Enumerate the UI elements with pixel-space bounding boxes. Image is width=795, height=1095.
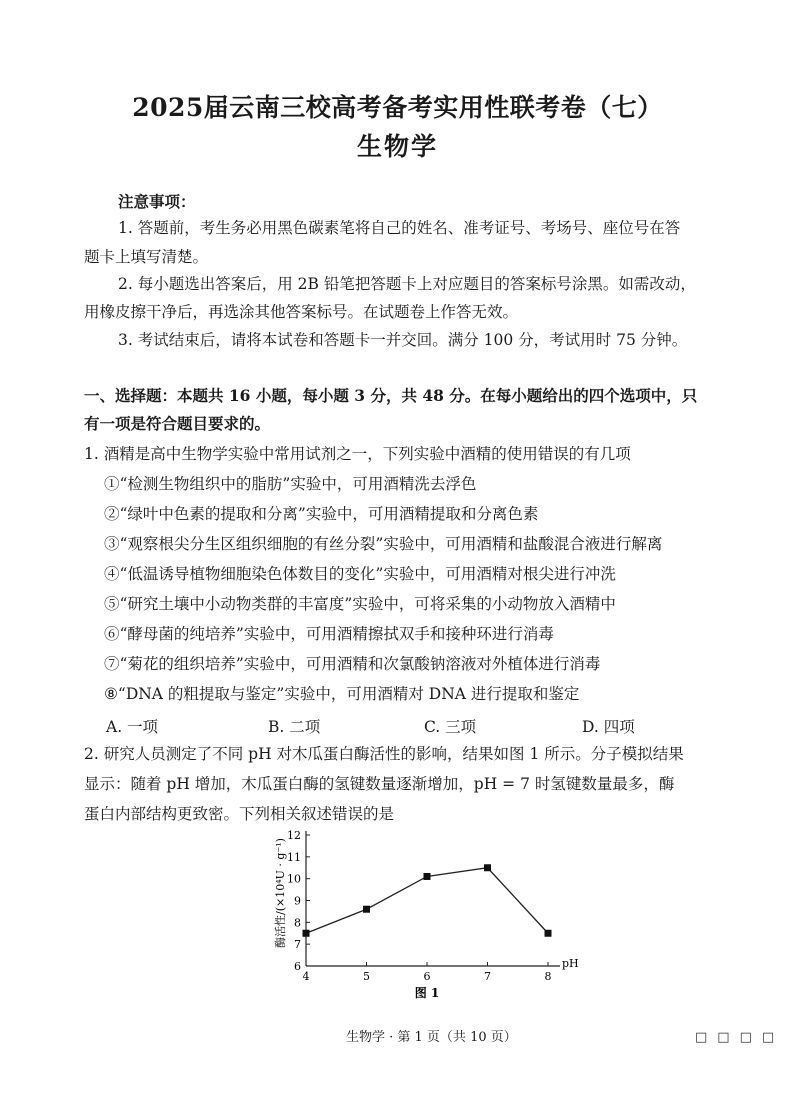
data-point [363, 906, 370, 913]
y-tick-label: 12 [287, 829, 301, 842]
footer-boxes: □□□□ [695, 1030, 785, 1045]
q1-item: ③“观察根尖分生区组织细胞的有丝分裂”实验中，可用酒精和盐酸混合液进行解离 [104, 535, 663, 553]
data-point [484, 864, 491, 871]
q1-item: ⑧“DNA 的粗提取与鉴定”实验中，可用酒精对 DNA 进行提取和鉴定 [104, 685, 580, 703]
exam-title: 2025届云南三校高考备考实用性联考卷（七） [132, 93, 663, 122]
chart-series [303, 864, 552, 937]
q1-item: ①“检测生物组织中的脂肪”实验中，可用酒精洗去浮色 [104, 475, 477, 493]
figure-caption: 图 1 [414, 986, 440, 1000]
q1-stem: 1. 酒精是高中生物学实验中常用试剂之一，下列实验中酒精的使用错误的有几项 [84, 445, 631, 463]
q1-option-a: A. 一项 [106, 718, 159, 736]
q1-item: ④“低温诱导植物细胞染色体数目的变化”实验中，可用酒精对根尖进行冲洗 [104, 565, 616, 583]
x-tick-label: 6 [423, 970, 431, 983]
q1-option-c: C. 三项 [424, 718, 477, 736]
page-footer: 生物学 · 第 1 页（共 10 页） [346, 1030, 517, 1045]
notice-line-1: 1. 答题前，考生务必用黑色碳素笔将自己的姓名、准考证号、考场号、座位号在答 [118, 219, 681, 237]
y-tick-label: 10 [287, 872, 301, 886]
chart-ticks [287, 829, 552, 983]
notice-line-3: 2. 每小题选出答案后，用 2B 铅笔把答题卡上对应题目的答案标号涂黑。如需改动， [118, 275, 696, 293]
notice-line-2: 题卡上填写清楚。 [84, 248, 209, 266]
notice-heading: 注意事项： [118, 192, 196, 211]
section-heading-line-1: 一、选择题：本题共 16 小题，每小题 3 分，共 48 分。在每小题给出的四个选项中，只 [84, 386, 698, 405]
section-heading-line-2: 有一项是符合题目要求的。 [84, 414, 271, 433]
x-tick-label: 4 [302, 970, 310, 983]
q1-option-d: D. 四项 [582, 718, 635, 736]
y-tick-label: 7 [294, 938, 301, 952]
y-tick-label: 11 [287, 850, 301, 864]
notice-line-4: 用橡皮擦干净后，再选涂其他答案标号。在试题卷上作答无效。 [84, 303, 519, 321]
q1-item: ⑦“菊花的组织培养”实验中，可用酒精和次氯酸钠溶液对外植体进行消毒 [104, 655, 601, 673]
y-tick-label: 6 [294, 960, 301, 973]
x-tick-label: 8 [544, 970, 552, 983]
x-tick-label: 5 [363, 970, 370, 983]
notice-line-5: 3. 考试结束后，请将本试卷和答题卡一并交回。满分 100 分，考试用时 75 分钟。 [118, 331, 688, 349]
data-point [424, 873, 431, 880]
q2-line-2: 显示：随着 pH 增加，木瓜蛋白酶的氢键数量逐渐增加，pH = 7 时氢键数量最多，酶 [84, 775, 675, 793]
data-point [545, 930, 552, 937]
q1-option-b: B. 二项 [268, 718, 321, 736]
chart-axes [306, 831, 560, 966]
q1-item: ⑤“研究土壤中小动物类群的丰富度”实验中，可将采集的小动物放入酒精中 [104, 595, 616, 613]
enzyme-activity-chart [260, 825, 590, 1015]
y-tick-label: 8 [294, 916, 301, 930]
x-tick-label: 7 [484, 970, 491, 983]
x-axis-label: pH [562, 957, 579, 970]
y-tick-label: 9 [294, 894, 301, 908]
data-point [303, 930, 310, 937]
q1-item: ⑥“酵母菌的纯培养”实验中，可用酒精擦拭双手和接种环进行消毒 [104, 625, 554, 643]
q1-item: ②“绿叶中色素的提取和分离”实验中，可用酒精提取和分离色素 [104, 505, 539, 523]
q2-line-1: 2. 研究人员测定了不同 pH 对木瓜蛋白酶活性的影响，结果如图 1 所示。分子模拟结果 [84, 745, 684, 763]
q2-line-3: 蛋白内部结构更致密。下列相关叙述错误的是 [84, 805, 395, 823]
subject-title: 生物学 [356, 132, 438, 161]
y-axis-label: 酶活性/(×10⁴U · g⁻¹) [274, 838, 287, 948]
